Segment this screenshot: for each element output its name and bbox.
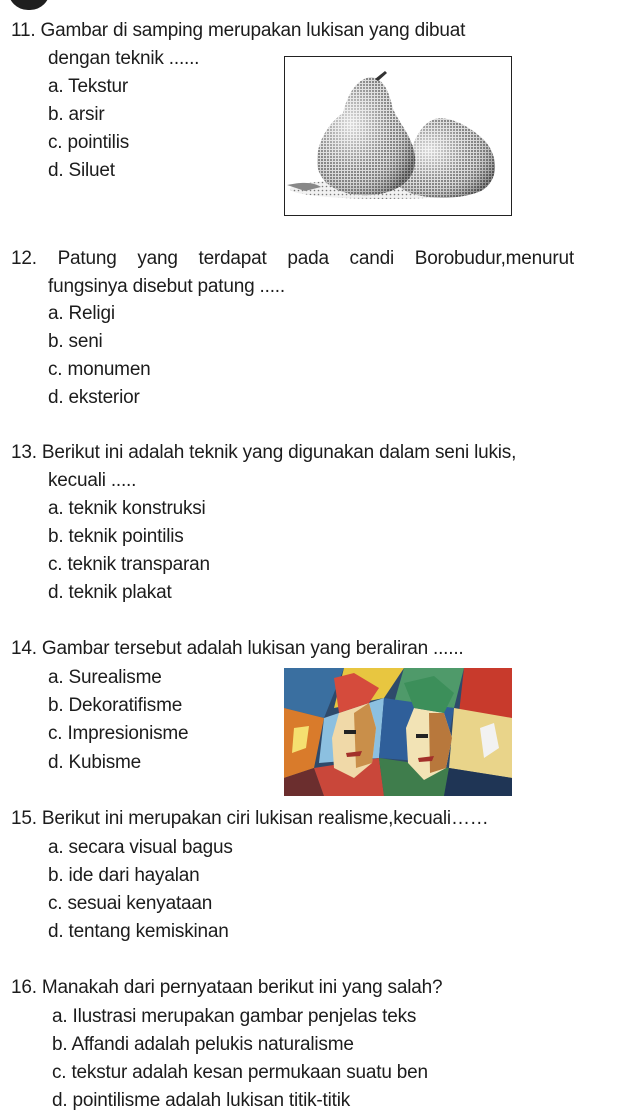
- question-12-line-1: 12. Patung yang terdapat pada candi Borobudur,menurut: [11, 248, 574, 269]
- question-15-option-b: b. ide dari hayalan: [48, 865, 200, 886]
- question-15-option-c: c. sesuai kenyataan: [48, 893, 213, 914]
- question-15-line-1: 15. Berikut ini merupakan ciri lukisan realisme,kecuali……: [11, 808, 489, 829]
- question-11-line-2: dengan teknik ......: [48, 48, 200, 69]
- question-14-option-d: d. Kubisme: [48, 752, 142, 773]
- question-11-option-c: c. pointilis: [48, 132, 130, 153]
- question-11-option-a: a. Tekstur: [48, 76, 129, 97]
- question-16-option-d: d. pointilisme adalah lukisan titik-titik: [52, 1090, 351, 1111]
- question-14-line-1: 14. Gambar tersebut adalah lukisan yang beraliran ......: [11, 638, 464, 659]
- question-11-option-d: d. Siluet: [48, 160, 115, 181]
- cubist-faces-painting-icon: [284, 668, 512, 796]
- question-16-option-c: c. tekstur adalah kesan permukaan suatu ben: [52, 1062, 428, 1083]
- pear-drawing-image: [284, 56, 512, 216]
- question-13-option-b: b. teknik pointilis: [48, 526, 184, 547]
- question-12-option-c: c. monumen: [48, 359, 151, 380]
- cropped-question-number-fragment: [8, 0, 50, 10]
- question-13-line-2: kecuali .....: [48, 470, 137, 491]
- question-13-option-a: a. teknik konstruksi: [48, 498, 206, 519]
- question-12-option-b: b. seni: [48, 331, 103, 352]
- pear-pointillism-drawing-icon: [285, 57, 511, 215]
- cubist-painting-image: [284, 668, 512, 796]
- question-13-option-c: c. teknik transparan: [48, 554, 210, 575]
- question-15-option-a: a. secara visual bagus: [48, 837, 233, 858]
- question-11-option-b: b. arsir: [48, 104, 105, 125]
- question-16-option-b: b. Affandi adalah pelukis naturalisme: [52, 1034, 354, 1055]
- question-11-line-1: 11. Gambar di samping merupakan lukisan yang dibuat: [11, 20, 466, 41]
- question-14-option-b: b. Dekoratifisme: [48, 695, 183, 716]
- question-12-line-2: fungsinya disebut patung .....: [48, 276, 285, 297]
- question-16-option-a: a. Ilustrasi merupakan gambar penjelas teks: [52, 1006, 417, 1027]
- question-13-line-1: 13. Berikut ini adalah teknik yang digunakan dalam seni lukis,: [11, 442, 517, 463]
- question-15-option-d: d. tentang kemiskinan: [48, 921, 229, 942]
- question-14-option-c: c. Impresionisme: [48, 723, 189, 744]
- question-16-line-1: 16. Manakah dari pernyataan berikut ini yang salah?: [11, 977, 443, 998]
- question-12-option-a: a. Religi: [48, 303, 115, 324]
- question-13-option-d: d. teknik plakat: [48, 582, 172, 603]
- question-14-option-a: a. Surealisme: [48, 667, 162, 688]
- question-12-option-d: d. eksterior: [48, 387, 140, 408]
